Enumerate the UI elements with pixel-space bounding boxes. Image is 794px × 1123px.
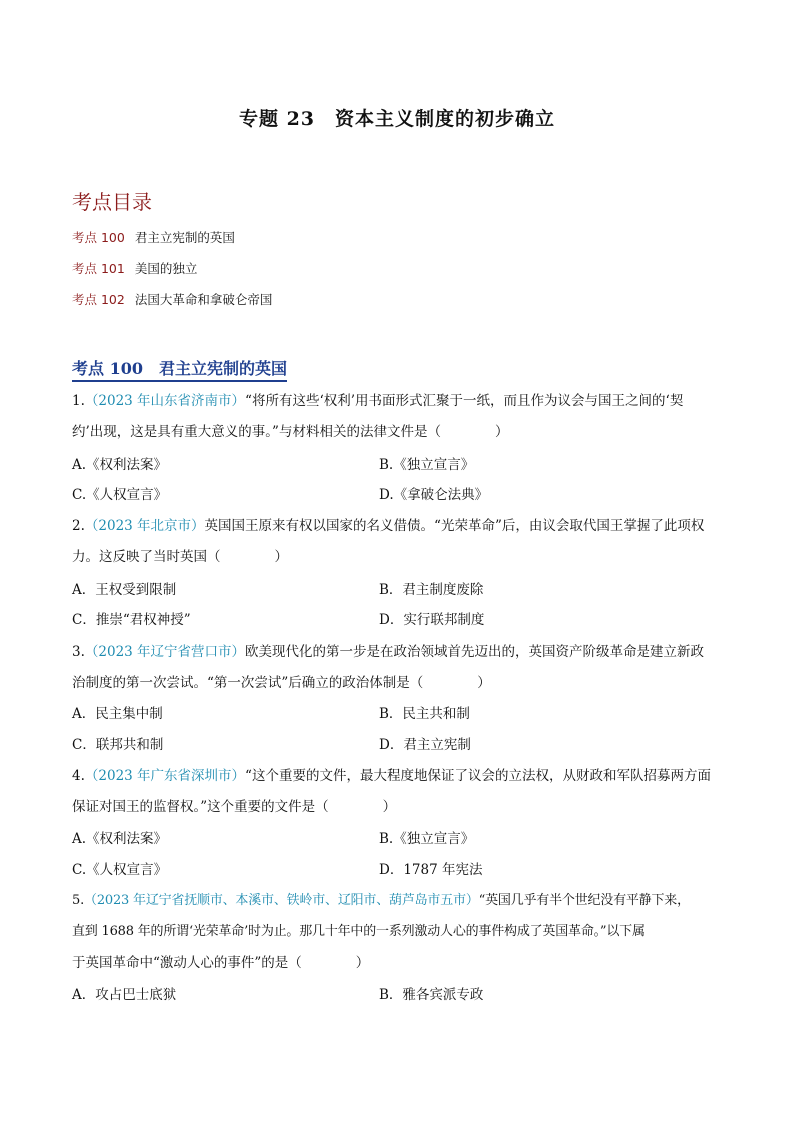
question-1-option-c[interactable]: C.《人权宣言》 xyxy=(72,487,168,503)
question-number: 4. xyxy=(72,768,85,784)
question-source: （2023 年辽宁省抚顺市、本溪市、铁岭市、辽阳市、葫芦岛市五市） xyxy=(84,893,479,908)
question-3-option-a[interactable]: A．民主集中制 xyxy=(72,706,163,722)
question-1-option-b[interactable]: B.《独立宣言》 xyxy=(379,457,475,473)
question-text: 欧美现代化的第一步是在政治领域首先迈出的，英国资产阶级革命是建立新政 xyxy=(245,644,705,660)
question-2-option-a[interactable]: A．王权受到限制 xyxy=(72,582,177,598)
question-5-stem-line xyxy=(72,891,722,911)
question-source: （2023 年广东省深圳市） xyxy=(84,768,246,784)
question-2-stem-line: 力。这反映了当时英国（ ） xyxy=(72,549,288,565)
toc-item-number: 考点 101 xyxy=(72,261,125,276)
toc-item-label: 美国的独立 xyxy=(134,261,198,276)
question-text: “英国几乎有半个世纪没有平静下来， xyxy=(478,893,690,908)
question-3-stem-line: 治制度的第一次尝试。“第一次尝试”后确立的政治体制是（ ） xyxy=(72,675,491,691)
question-3-option-c[interactable]: C．联邦共和制 xyxy=(72,737,164,753)
question-source: （2023 年辽宁省营口市） xyxy=(84,644,246,660)
question-number: 1. xyxy=(72,393,85,409)
toc-item-label: 君主立宪制的英国 xyxy=(134,230,235,245)
question-4-option-c[interactable]: C.《人权宣言》 xyxy=(72,862,168,878)
section-heading: 考点 100 君主立宪制的英国 xyxy=(72,356,287,382)
toc-heading: 考点目录 xyxy=(72,190,152,214)
question-source: （2023 年山东省济南市） xyxy=(84,393,246,409)
question-4-stem-line xyxy=(72,766,722,786)
question-1-stem-line xyxy=(72,391,722,411)
question-5-stem-line: 直到 1688 年的所谓‘光荣革命’时为止。那几十年中的一系列激动人心的事件构成了英国革命。”以下属 xyxy=(72,924,645,939)
toc-item[interactable] xyxy=(72,290,272,308)
toc-item-number: 考点 100 xyxy=(72,230,125,245)
question-4-option-a[interactable]: A.《权利法案》 xyxy=(72,831,168,847)
question-5-option-a[interactable]: A．攻占巴士底狱 xyxy=(72,987,177,1003)
question-4-option-b[interactable]: B.《独立宣言》 xyxy=(379,831,475,847)
question-text: “将所有这些‘权利’用书面形式汇聚于一纸，而且作为议会与国王之间的‘契 xyxy=(245,393,684,409)
question-2-stem-line xyxy=(72,516,722,536)
toc-item-label: 法国大革命和拿破仑帝国 xyxy=(134,292,273,307)
question-2-option-c[interactable]: C．推崇“君权神授” xyxy=(72,612,191,628)
page-title: 专题 23 资本主义制度的初步确立 xyxy=(238,108,556,130)
question-1-stem-line: 约’出现，这是具有重大意义的事。”与材料相关的法律文件是（ ） xyxy=(72,424,509,440)
question-5-stem-line: 于英国革命中“激动人心的事件”的是（ ） xyxy=(72,955,370,971)
question-number: 2. xyxy=(72,518,85,534)
question-4-option-d[interactable]: D．1787 年宪法 xyxy=(379,862,483,878)
question-3-option-b[interactable]: B．民主共和制 xyxy=(379,706,470,722)
question-2-option-b[interactable]: B．君主制度废除 xyxy=(379,582,484,598)
question-number: 3. xyxy=(72,644,85,660)
question-3-stem-line xyxy=(72,642,722,662)
question-5-option-b[interactable]: B．雅各宾派专政 xyxy=(379,987,484,1003)
question-text: “这个重要的文件，最大程度地保证了议会的立法权，从财政和军队招募两方面 xyxy=(245,768,711,784)
question-number: 5. xyxy=(72,893,85,908)
question-4-stem-line: 保证对国王的监督权。”这个重要的文件是（ ） xyxy=(72,799,397,815)
toc-item[interactable] xyxy=(72,228,235,246)
toc-item[interactable] xyxy=(72,259,197,277)
question-1-option-a[interactable]: A.《权利法案》 xyxy=(72,457,168,473)
question-1-option-d[interactable]: D.《拿破仑法典》 xyxy=(379,487,489,503)
question-3-option-d[interactable]: D．君主立宪制 xyxy=(379,737,471,753)
question-source: （2023 年北京市） xyxy=(84,518,205,534)
toc-item-number: 考点 102 xyxy=(72,292,125,307)
question-2-option-d[interactable]: D．实行联邦制度 xyxy=(379,612,485,628)
question-text: 英国国王原来有权以国家的名义借债。“光荣革命”后，由议会取代国王掌握了此项权 xyxy=(204,518,705,534)
